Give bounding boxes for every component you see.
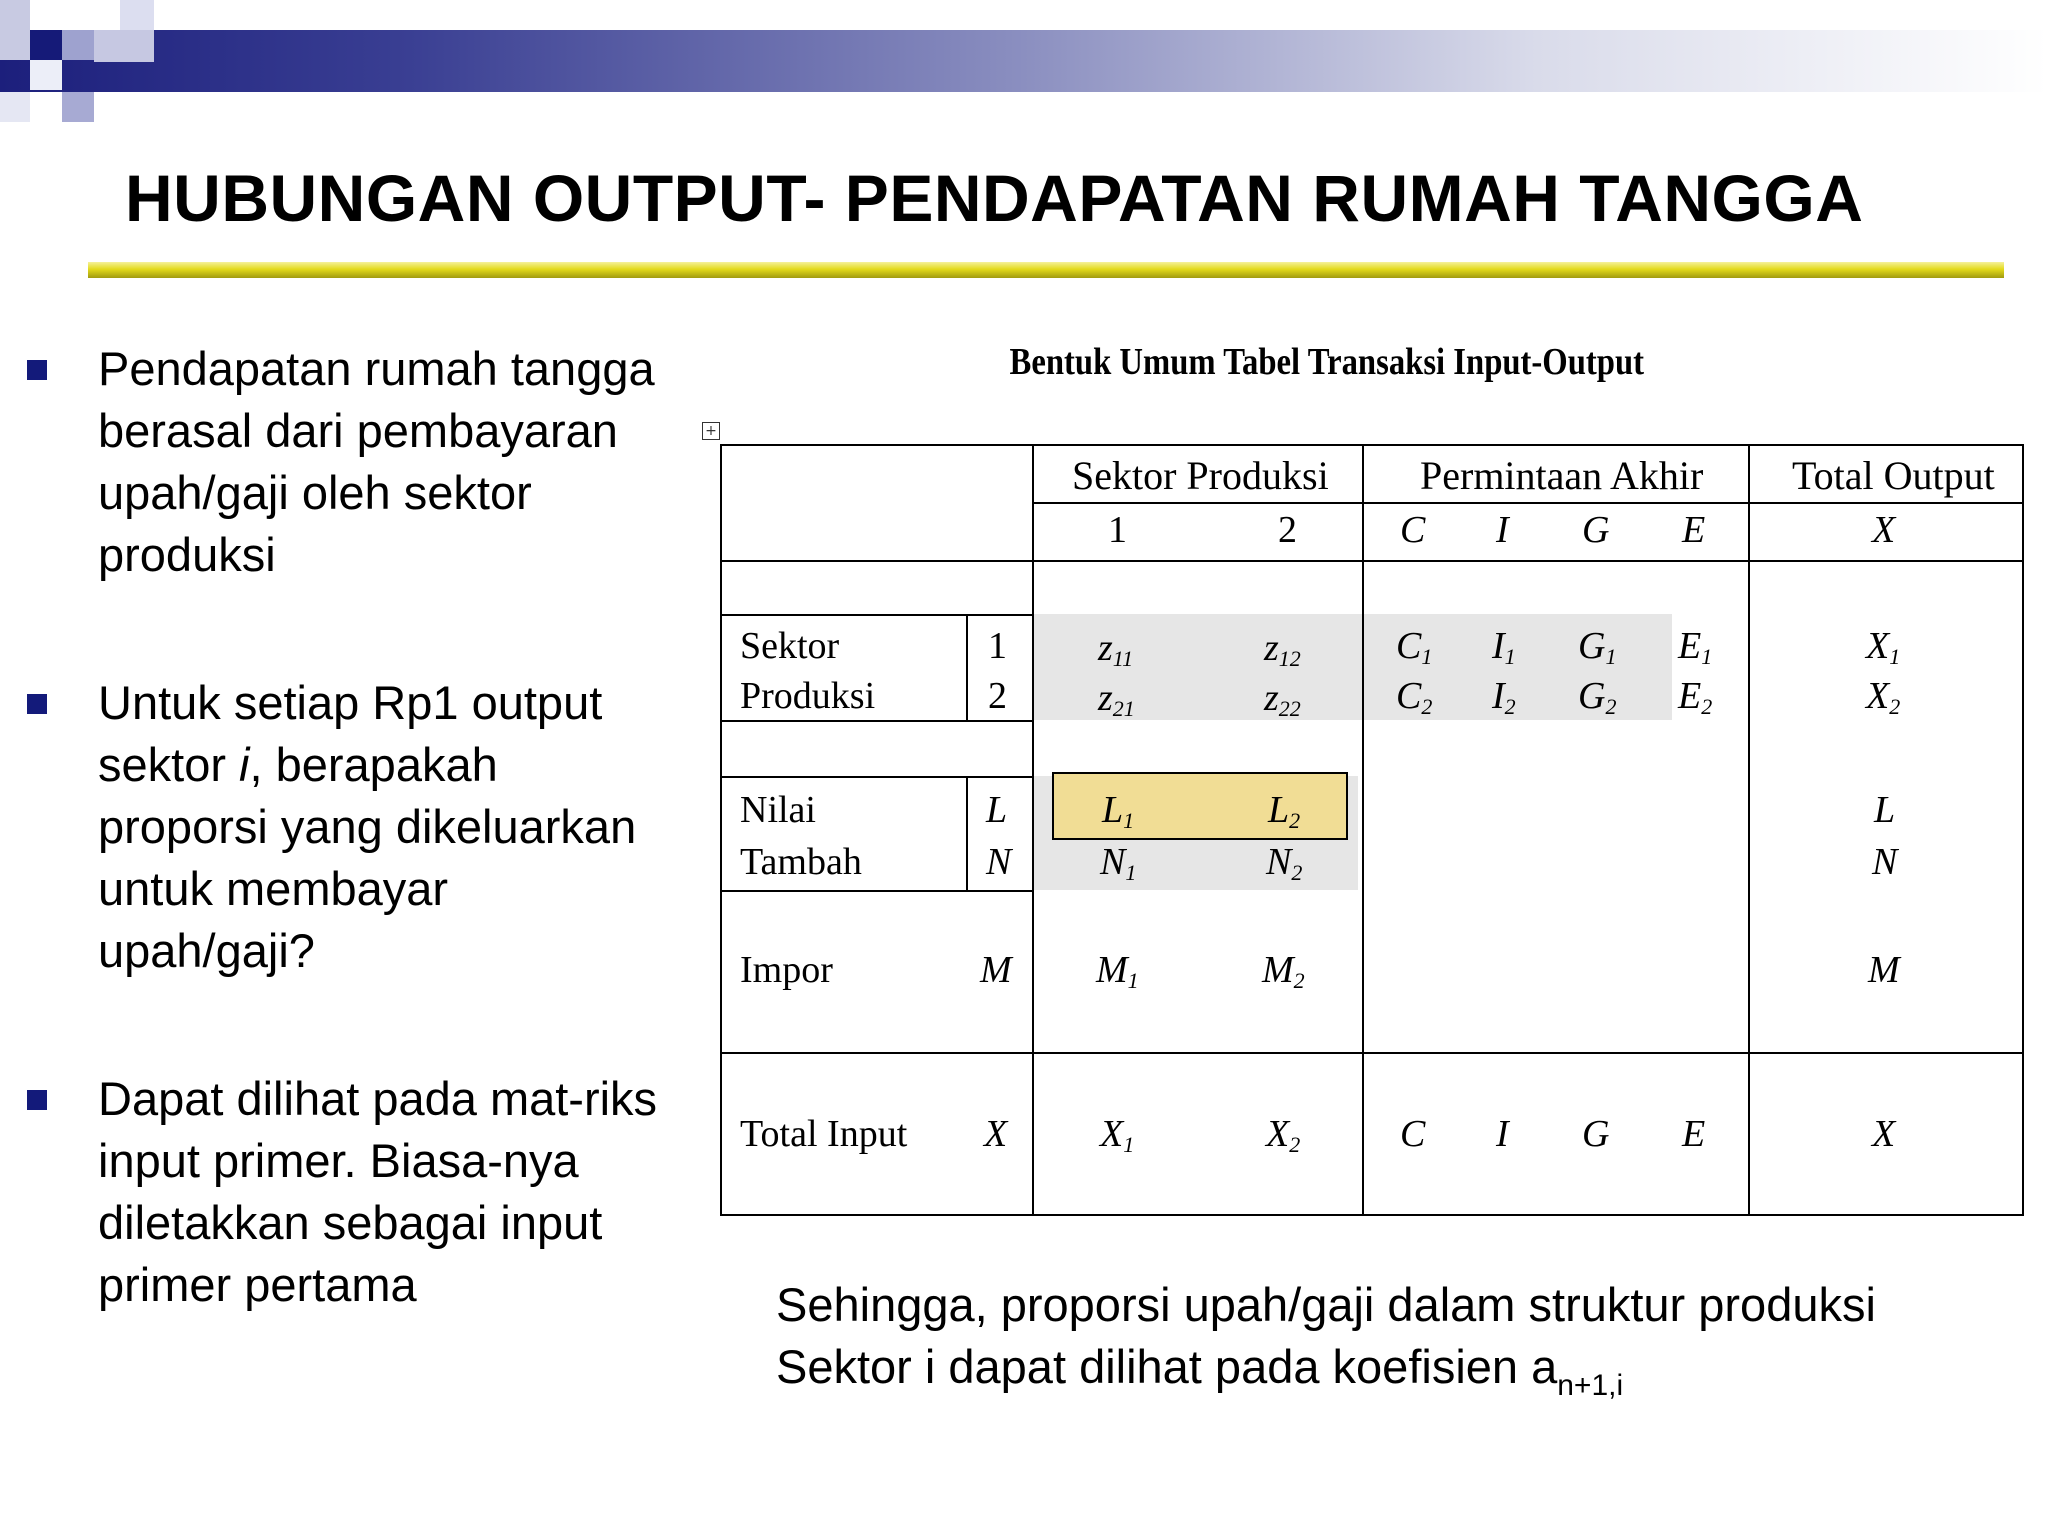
cell-total-fd: C <box>1400 1113 1426 1155</box>
table-border <box>720 890 1032 892</box>
cell-fd: $E_1$ <box>1678 625 1713 669</box>
table-caption: Bentuk Umum Tabel Transaksi Input-Output <box>1009 341 1645 383</box>
cell-z12: $z_{12}$ <box>1264 627 1301 671</box>
table-border <box>1748 444 1750 1216</box>
cell-fd: $I_2$ <box>1492 675 1516 719</box>
cell-L2: $L_2$ <box>1268 789 1301 833</box>
cell-M2: $M_2$ <box>1262 949 1305 993</box>
title-underline <box>88 262 2004 278</box>
io-table <box>720 444 2024 1216</box>
conclusion-line <box>776 1336 2026 1417</box>
header-total-output: Total Output <box>1792 453 1995 498</box>
header-sektor-produksi: Sektor Produksi <box>1072 453 1329 498</box>
row-label: Impor <box>740 949 833 991</box>
coefficient-subscript: n+1,i <box>1557 1369 1624 1402</box>
cell-x-out: $X_2$ <box>1866 675 1901 719</box>
cell-total-x: X <box>1872 1113 1896 1155</box>
cell-fd: $I_1$ <box>1492 625 1516 669</box>
cell-N1: $N_1$ <box>1100 841 1137 885</box>
table-move-handle-icon[interactable]: + <box>702 422 720 440</box>
row-index: X <box>984 1113 1008 1155</box>
bullet-square-icon <box>27 694 47 714</box>
header-col: G <box>1582 509 1610 551</box>
cell-z22: $z_{22}$ <box>1264 677 1301 721</box>
cell-fd: $E_2$ <box>1678 675 1713 719</box>
bullet-text-italic: i <box>239 738 250 791</box>
header-permintaan-akhir: Permintaan Akhir <box>1420 453 1704 498</box>
decor-square <box>30 30 62 60</box>
table-border <box>1362 444 1364 1216</box>
table-border <box>720 776 1032 778</box>
cell-M1: $M_1$ <box>1096 949 1139 993</box>
cell-N-total: N <box>1872 841 1898 883</box>
cell-X2-in: $X_2$ <box>1266 1113 1301 1157</box>
decor-square <box>120 0 154 34</box>
bullet-text <box>98 672 678 982</box>
row-index: L <box>986 789 1008 831</box>
header-col: X <box>1872 509 1896 551</box>
row-label: Total Input <box>740 1113 908 1155</box>
header-col: C <box>1400 509 1426 551</box>
conclusion-line-text: Sektor i dapat dilihat pada koefisien a <box>776 1340 1558 1393</box>
bullet-text-part: Untuk setiap Rp1 output sektor <box>98 676 603 791</box>
table-border <box>1032 502 2024 504</box>
row-label: Sektor <box>740 625 840 667</box>
conclusion-text <box>776 1274 2026 1417</box>
slide-title: HUBUNGAN OUTPUT- PENDAPATAN RUMAH TANGGA <box>125 161 1864 235</box>
bullet-text-part: , berapakah proporsi yang dikeluarkan untuk membayar upah/gaji? <box>98 738 637 977</box>
header-col: I <box>1496 509 1509 551</box>
row-index: M <box>980 949 1012 991</box>
cell-x-out: $X_1$ <box>1866 625 1901 669</box>
bullet-square-icon <box>27 360 47 380</box>
table-border <box>720 444 2024 446</box>
cell-fd: $C_2$ <box>1396 675 1433 719</box>
row-index: 2 <box>988 675 1007 717</box>
bullet-text: Dapat dilihat pada mat-riks input primer. Biasa-nya diletakkan sebagai input primer pertama <box>98 1072 658 1311</box>
row-label: Nilai <box>740 789 816 831</box>
cell-X1-in: $X_1$ <box>1100 1113 1135 1157</box>
table-border <box>966 776 968 890</box>
header-col: E <box>1682 509 1706 551</box>
cell-fd: $G_1$ <box>1578 625 1617 669</box>
cell-L1: $L_1$ <box>1102 789 1135 833</box>
row-label: Produksi <box>740 675 876 717</box>
decor-square <box>0 0 30 60</box>
header-col: 1 <box>1108 509 1127 551</box>
decor-square <box>0 92 30 122</box>
cell-total-fd: I <box>1496 1113 1509 1155</box>
cell-total-fd: G <box>1582 1113 1610 1155</box>
table-border <box>720 614 1032 616</box>
cell-L-total: L <box>1874 789 1896 831</box>
table-border <box>720 720 1032 722</box>
cell-M-total: M <box>1868 949 1900 991</box>
cell-fd: $C_1$ <box>1396 625 1433 669</box>
table-border <box>720 1052 2024 1054</box>
cell-total-fd: E <box>1682 1113 1706 1155</box>
cell-fd: $G_2$ <box>1578 675 1617 719</box>
table-border <box>966 614 968 720</box>
conclusion-line: Sehingga, proporsi upah/gaji dalam struktur produksi <box>776 1278 1876 1331</box>
row-index: 1 <box>988 625 1007 667</box>
cell-z21: $z_{21}$ <box>1098 677 1135 721</box>
cell-N2: $N_2$ <box>1266 841 1303 885</box>
header-band <box>0 30 2048 92</box>
bullet-square-icon <box>27 1090 47 1110</box>
header-col: 2 <box>1278 509 1297 551</box>
decor-square <box>30 60 62 90</box>
row-label: Tambah <box>740 841 862 883</box>
bullet-text: Pendapatan rumah tangga berasal dari pembayaran upah/gaji oleh sektor produksi <box>98 342 655 581</box>
decor-square <box>62 92 94 122</box>
table-border <box>720 444 722 1216</box>
highlight-wage-row <box>1052 772 1348 840</box>
decor-square <box>94 30 154 62</box>
table-border <box>720 1214 2024 1216</box>
decor-square <box>62 30 94 60</box>
row-index: N <box>986 841 1012 883</box>
table-border <box>2022 444 2024 1216</box>
table-border <box>720 560 2024 562</box>
cell-z11: $z_{11}$ <box>1098 627 1134 671</box>
table-border <box>1032 444 1034 1216</box>
